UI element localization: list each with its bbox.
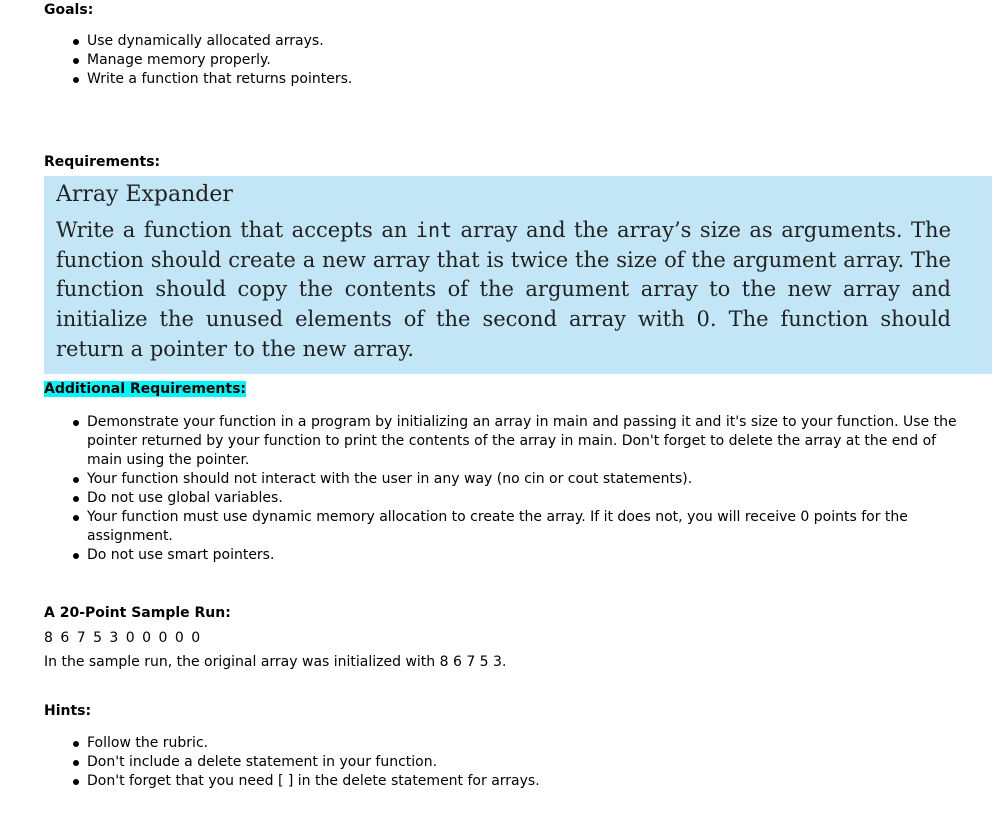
highlighted-heading: Additional Requirements: [44, 381, 247, 397]
requirements-heading: Requirements: [44, 154, 161, 170]
additional-requirements-list [72, 413, 972, 565]
list-item: Manage memory properly. [72, 51, 352, 70]
box-body [56, 216, 951, 365]
goals-heading: Goals: [44, 2, 94, 18]
box-title: Array Expander [56, 182, 233, 207]
additional-requirements-heading [44, 381, 246, 397]
list-item: Don't include a delete statement in your function. [72, 753, 540, 772]
requirements-box [44, 176, 992, 374]
list-item: Do not use global variables. [72, 489, 972, 508]
code-keyword: int [415, 218, 453, 242]
list-item: Use dynamically allocated arrays. [72, 32, 352, 51]
list-item: Do not use smart pointers. [72, 546, 972, 565]
list-item: Write a function that returns pointers. [72, 70, 352, 89]
list-item: Your function must use dynamic memory allocation to create the array. If it does not, you will receive 0 points for the assignment. [72, 508, 972, 546]
sample-output: 8 6 7 5 3 0 0 0 0 0 [44, 630, 202, 646]
sample-run-heading: A 20-Point Sample Run: [44, 605, 231, 621]
list-item: Follow the rubric. [72, 734, 540, 753]
list-item: Don't forget that you need [ ] in the delete statement for arrays. [72, 772, 540, 791]
box-body-text-start: Write a function that accepts an [56, 218, 416, 242]
box-body-text-end: array and the array’s size as arguments. The function should create a new array that is twice the size of the argument array. The function should copy the contents of the argument array to the new array and initialize the unused elements of the second array with 0. The function should return a pointer to the new array. [56, 218, 951, 361]
hints-list [72, 734, 540, 791]
list-item: Demonstrate your function in a program by initializing an array in main and passing it and it's size to your function. Use the pointer returned by your function to print the contents of the array in main. Don't forget to delete the array at the end of main using the pointer. [72, 413, 972, 470]
goals-list [72, 32, 352, 89]
hints-heading: Hints: [44, 703, 92, 719]
list-item: Your function should not interact with the user in any way (no cin or cout statements). [72, 470, 972, 489]
sample-note: In the sample run, the original array was initialized with 8 6 7 5 3. [44, 654, 507, 670]
